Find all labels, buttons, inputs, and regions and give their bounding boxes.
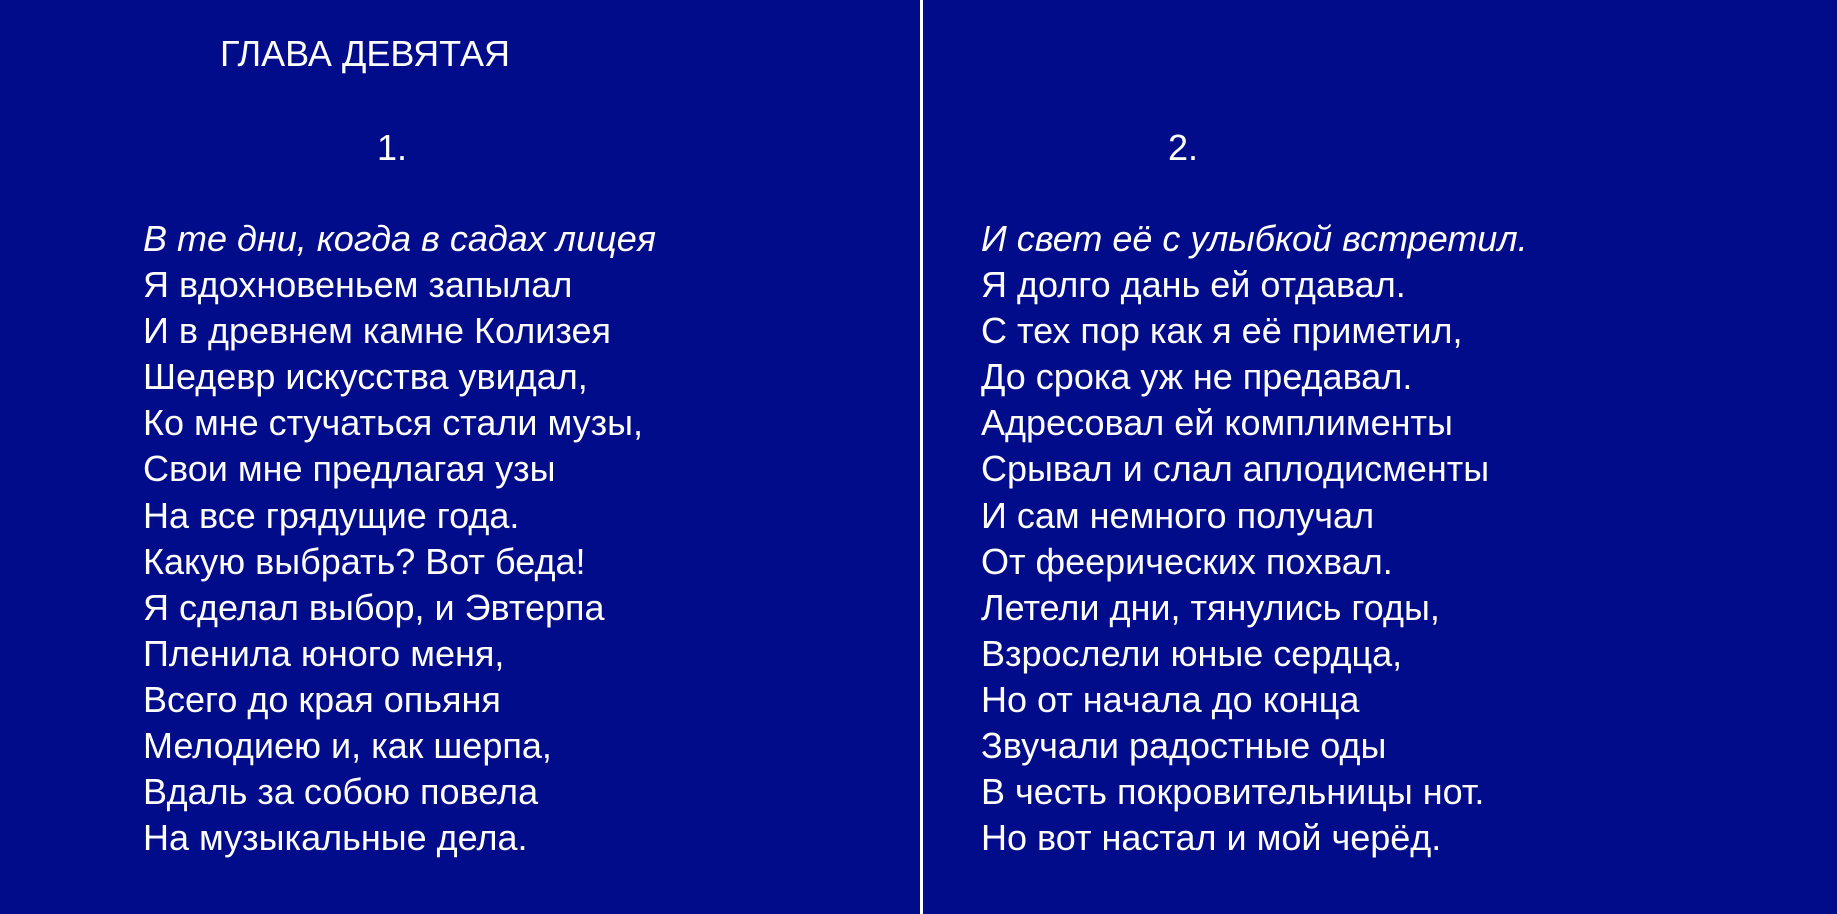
poem-line: Срывал и слал аплодисменты [981,448,1490,490]
chapter-title: ГЛАВА ДЕВЯТАЯ [220,33,510,74]
poem-line: Звучали радостные оды [981,725,1387,767]
poem-line: В те дни, когда в садах лицея [143,218,656,259]
poem-line: Пленила юного меня, [143,632,505,674]
poem-line: В честь покровительницы нот. [981,771,1485,813]
poem-line: И в древнем камне Колизея [143,310,611,352]
column-divider [920,0,923,914]
poem-line: На музыкальные дела. [143,817,528,859]
poem-line: Мелодиею и, как шерпа, [143,725,552,767]
poem-line: Всего до края опьяня [143,678,501,720]
poem-line: На все грядущие года. [143,494,520,536]
poem-line: Я долго дань ей отдавал. [981,264,1406,306]
poem-line: Я сделал выбор, и Эвтерпа [143,586,605,628]
poem-line: Ко мне стучаться стали музы, [143,402,644,444]
stanza-2 [981,216,1528,861]
poem-line: Вдаль за собою повела [143,771,539,813]
poem-line: И сам немного получал [981,494,1375,536]
stanza-1 [143,216,656,861]
poem-line: Но от начала до конца [981,678,1360,720]
poem-line: От феерических похвал. [981,540,1393,582]
section-number-2: 2. [1168,127,1199,168]
poem-line: И свет её с улыбкой встретил. [981,218,1528,259]
poem-line: Взрослели юные сердца, [981,632,1403,674]
poem-line: С тех пор как я её приметил, [981,310,1463,352]
poem-line: Какую выбрать? Вот беда! [143,540,586,582]
poem-line: Летели дни, тянулись годы, [981,586,1440,628]
poem-line: Адресовал ей комплименты [981,402,1453,444]
poem-line: До срока уж не предавал. [981,356,1413,398]
poem-line: Но вот настал и мой черёд. [981,817,1442,859]
section-number-1: 1. [377,127,408,168]
poem-line: Я вдохновеньем запылал [143,264,573,306]
poem-line: Свои мне предлагая узы [143,448,556,490]
poem-line: Шедевр искусства увидал, [143,356,588,398]
